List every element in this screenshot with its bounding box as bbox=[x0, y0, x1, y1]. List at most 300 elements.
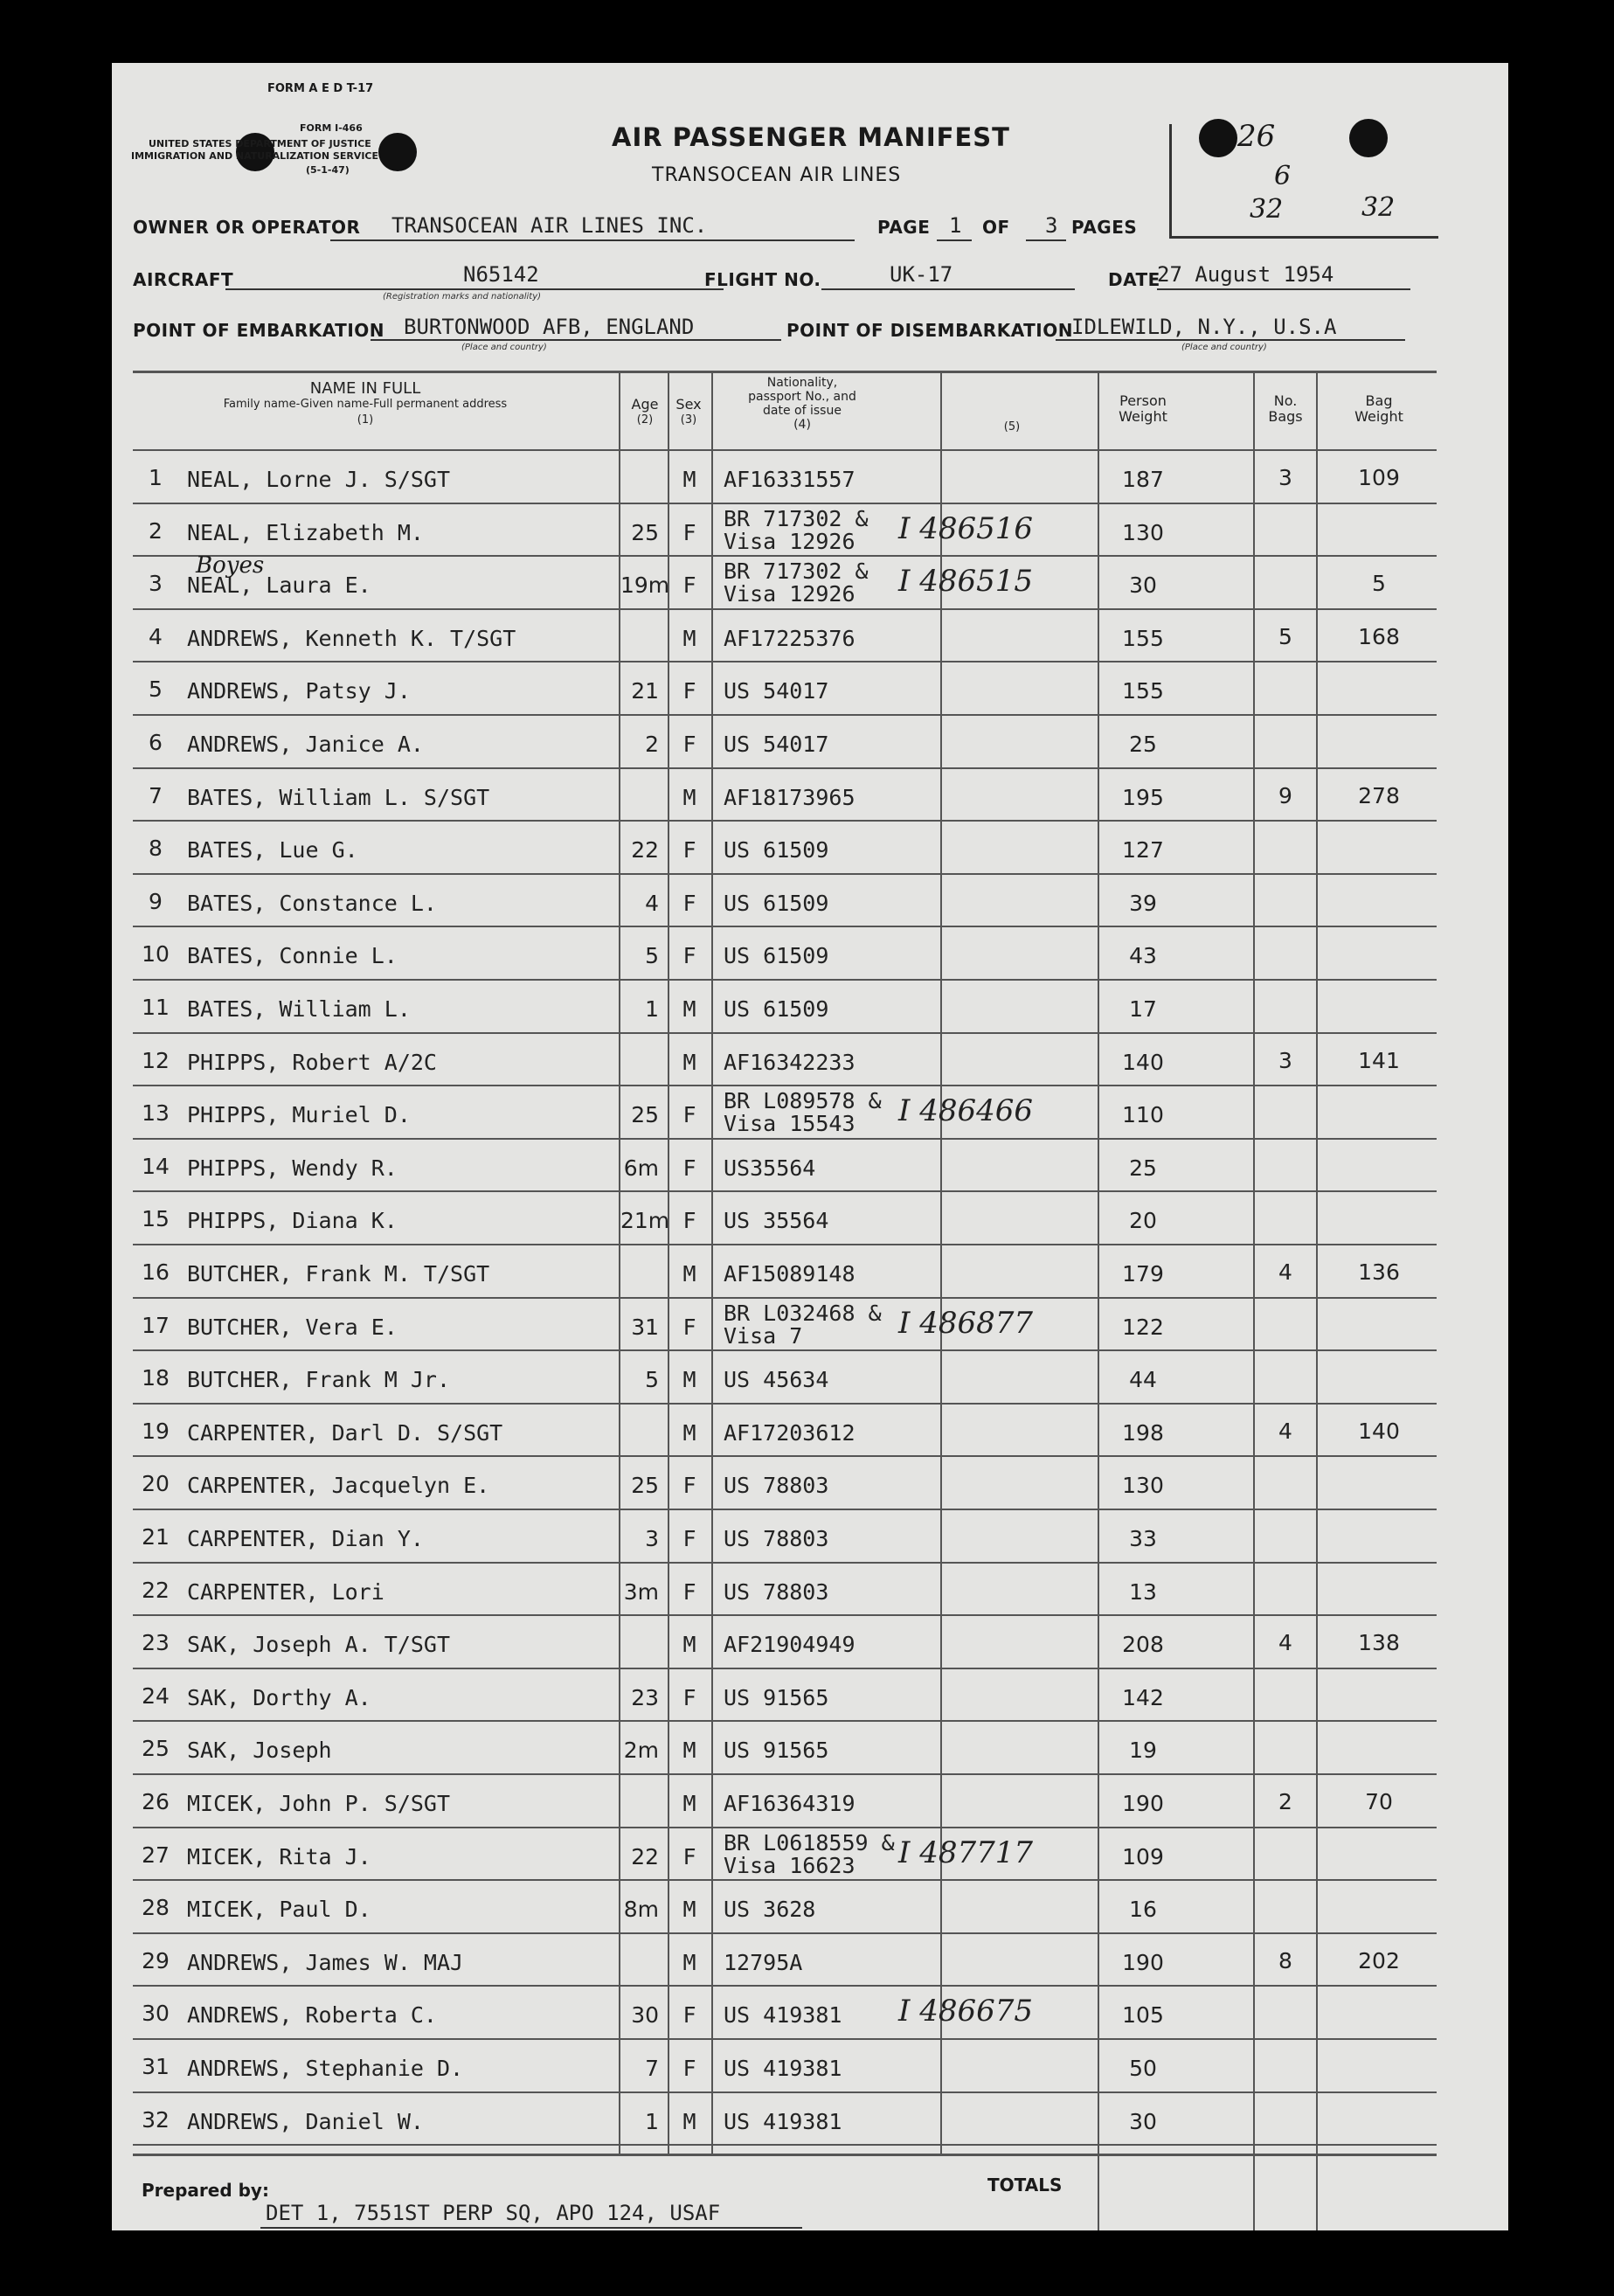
passport-line1: BR 717302 & bbox=[724, 558, 869, 585]
row-number: 21 bbox=[142, 1524, 170, 1550]
page-title: AIR PASSENGER MANIFEST bbox=[612, 122, 1010, 152]
person-weight: 20 bbox=[1129, 1208, 1157, 1234]
passenger-name: PHIPPS, Robert A/2C bbox=[187, 1049, 437, 1075]
person-weight: 33 bbox=[1129, 1526, 1157, 1551]
passenger-name: ANDREWS, James W. MAJ bbox=[187, 1949, 464, 1975]
passport-line1: US 78803 bbox=[724, 1578, 829, 1605]
passenger-age: 31 bbox=[631, 1314, 659, 1340]
row-number: 19 bbox=[142, 1418, 170, 1444]
passenger-name: ANDREWS, Janice A. bbox=[187, 732, 424, 757]
person-weight: 198 bbox=[1122, 1419, 1164, 1446]
passport-line1: US 45634 bbox=[724, 1367, 829, 1393]
row-rule bbox=[133, 1614, 1437, 1616]
person-weight: 195 bbox=[1122, 784, 1164, 810]
passport-line1: 12795A bbox=[724, 1949, 803, 1975]
form-i466: FORM I-466 bbox=[300, 122, 363, 134]
passport-line1: US 35564 bbox=[724, 1208, 829, 1234]
col-name-header bbox=[164, 381, 566, 428]
person-weight: 122 bbox=[1122, 1314, 1164, 1340]
col-age-num: (2) bbox=[636, 413, 654, 427]
disembark-label: POINT OF DISEMBARKATION bbox=[786, 320, 1073, 341]
passport-line1: AF18173965 bbox=[724, 784, 855, 810]
passenger-age: 3 bbox=[645, 1526, 659, 1551]
passenger-age: 3m bbox=[623, 1578, 659, 1605]
passenger-name: MICEK, Rita J. bbox=[187, 1843, 371, 1869]
row-number: 28 bbox=[142, 1895, 170, 1921]
row3-annotation: Boyes bbox=[196, 552, 265, 579]
embark-caption: (Place and country) bbox=[461, 343, 547, 352]
passenger-sex: F bbox=[682, 943, 696, 969]
col-name-num: (1) bbox=[357, 413, 374, 427]
row-number: 11 bbox=[142, 995, 170, 1020]
person-weight: 16 bbox=[1129, 1897, 1157, 1923]
row-rule bbox=[133, 767, 1437, 769]
alien-reg-number: I 487717 bbox=[898, 1835, 1034, 1870]
row-number: 31 bbox=[142, 2054, 170, 2079]
passenger-name: BATES, William L. bbox=[187, 996, 411, 1022]
bag-count: 9 bbox=[1278, 782, 1292, 808]
row-number: 9 bbox=[149, 888, 163, 914]
form-date: (5-1-47) bbox=[306, 164, 350, 176]
passenger-name: NEAL, Laura E. bbox=[187, 572, 371, 599]
passenger-name: MICEK, Paul D. bbox=[187, 1897, 371, 1923]
passenger-sex: M bbox=[682, 2108, 696, 2134]
passport-line1: AF16364319 bbox=[724, 1791, 855, 1816]
col-weight-l1: Person bbox=[1119, 392, 1167, 409]
passenger-name: ANDREWS, Patsy J. bbox=[187, 678, 411, 704]
passenger-sex: F bbox=[682, 1155, 696, 1181]
disembark-value: IDLEWILD, N.Y., U.S.A bbox=[1071, 315, 1337, 339]
row-rule bbox=[133, 1455, 1437, 1457]
person-weight: 130 bbox=[1122, 519, 1164, 545]
passport-line2: Visa 15543 bbox=[724, 1111, 855, 1137]
passenger-name: NEAL, Elizabeth M. bbox=[187, 519, 424, 545]
row-rule bbox=[133, 1509, 1437, 1510]
pages-underline bbox=[1026, 239, 1066, 241]
person-weight: 30 bbox=[1129, 572, 1157, 599]
alien-reg-number: I 486516 bbox=[898, 510, 1034, 546]
passenger-sex: M bbox=[682, 625, 696, 651]
row-number: 24 bbox=[142, 1682, 170, 1709]
passport-line1: AF15089148 bbox=[724, 1261, 855, 1287]
passenger-sex: M bbox=[682, 784, 696, 810]
pages-label: PAGES bbox=[1071, 217, 1138, 238]
passenger-sex: F bbox=[682, 572, 696, 599]
row-number: 15 bbox=[142, 1206, 170, 1232]
passenger-age: 8m bbox=[623, 1897, 659, 1923]
passenger-name: SAK, Dorthy A. bbox=[187, 1684, 371, 1710]
col-age-title: Age bbox=[631, 396, 659, 413]
passport-line1: AF21904949 bbox=[724, 1632, 855, 1658]
row-number: 23 bbox=[142, 1630, 170, 1656]
passenger-name: PHIPPS, Diana K. bbox=[187, 1208, 398, 1234]
col-bags-l2: Bags bbox=[1268, 408, 1303, 425]
row-number: 32 bbox=[142, 2106, 170, 2133]
passenger-sex: M bbox=[682, 1791, 696, 1816]
bag-weight: 136 bbox=[1358, 1259, 1400, 1285]
passenger-name: NEAL, Lorne J. S/SGT bbox=[187, 467, 451, 492]
of-label: OF bbox=[982, 217, 1010, 238]
passenger-sex: M bbox=[682, 1261, 696, 1287]
passport-line1: US 78803 bbox=[724, 1526, 829, 1551]
agency-line1: UNITED STATES DEPARTMENT OF JUSTICE bbox=[149, 138, 371, 149]
passenger-name: BATES, Connie L. bbox=[187, 943, 398, 969]
passport-line1: AF17225376 bbox=[724, 625, 855, 651]
bag-weight: 109 bbox=[1358, 465, 1400, 490]
passenger-sex: M bbox=[682, 467, 696, 492]
passenger-name: SAK, Joseph A. T/SGT bbox=[187, 1632, 451, 1658]
person-weight: 190 bbox=[1122, 1949, 1164, 1975]
row-number: 5 bbox=[149, 676, 163, 703]
passport-line1: US 61509 bbox=[724, 837, 829, 864]
prepared-label: Prepared by: bbox=[142, 2180, 269, 2201]
row-rule bbox=[133, 2144, 1437, 2146]
passport-line1: BR L0618559 & bbox=[724, 1829, 895, 1856]
bag-count: 4 bbox=[1278, 1418, 1292, 1444]
passenger-sex: M bbox=[682, 996, 696, 1022]
column-rule bbox=[668, 371, 669, 2154]
owner-value: TRANSOCEAN AIR LINES INC. bbox=[391, 213, 708, 238]
row-number: 29 bbox=[142, 1947, 170, 1973]
col-bagw-l2: Weight bbox=[1354, 408, 1403, 425]
person-weight: 13 bbox=[1129, 1578, 1157, 1605]
punch-hole bbox=[378, 133, 417, 171]
passenger-sex: M bbox=[682, 1632, 696, 1658]
row-number: 17 bbox=[142, 1312, 170, 1338]
col-weight-l2: Weight bbox=[1119, 408, 1167, 425]
row-rule bbox=[133, 1190, 1437, 1192]
passport-line1: US 61509 bbox=[724, 996, 829, 1022]
row-rule bbox=[133, 1244, 1437, 1245]
passenger-sex: F bbox=[682, 2056, 696, 2081]
passenger-age: 1 bbox=[645, 2108, 659, 2134]
passport-line2: Visa 7 bbox=[724, 1322, 803, 1349]
bag-weight: 141 bbox=[1358, 1047, 1400, 1073]
row-number: 3 bbox=[149, 571, 163, 597]
passenger-sex: M bbox=[682, 1738, 696, 1764]
person-weight: 17 bbox=[1129, 996, 1157, 1022]
row-rule bbox=[133, 979, 1437, 981]
passenger-name: BUTCHER, Vera E. bbox=[187, 1314, 398, 1340]
row-number: 25 bbox=[142, 1736, 170, 1762]
passenger-age: 23 bbox=[631, 1684, 659, 1710]
passenger-age: 21m bbox=[620, 1208, 670, 1234]
col-sex-header bbox=[671, 397, 706, 428]
passenger-age: 4 bbox=[645, 890, 659, 916]
corner-note-c: 32 bbox=[1250, 194, 1284, 225]
passport-line1: AF17203612 bbox=[724, 1419, 855, 1446]
bag-count: 4 bbox=[1278, 1259, 1292, 1285]
col-sex-title: Sex bbox=[675, 396, 702, 413]
passport-line1: US 419381 bbox=[724, 2108, 842, 2134]
col-bagw-l1: Bag bbox=[1365, 392, 1393, 409]
col-name-sub: Family name-Given name-Full permanent address bbox=[223, 398, 508, 411]
passport-line1: US35564 bbox=[724, 1155, 816, 1181]
row-number: 18 bbox=[142, 1365, 170, 1391]
passenger-sex: M bbox=[682, 1949, 696, 1975]
person-weight: 155 bbox=[1122, 625, 1164, 651]
passenger-name: MICEK, John P. S/SGT bbox=[187, 1791, 451, 1816]
passenger-name: BATES, Constance L. bbox=[187, 890, 437, 916]
alien-reg-number: I 486675 bbox=[898, 1994, 1034, 2029]
passport-line1: US 54017 bbox=[724, 678, 829, 704]
col-weight-header bbox=[1099, 393, 1187, 425]
col-age-header bbox=[627, 397, 662, 428]
passport-line1: US 419381 bbox=[724, 2056, 842, 2081]
row-rule bbox=[133, 661, 1437, 662]
header-bottom-rule bbox=[133, 449, 1437, 451]
row-rule bbox=[133, 1297, 1437, 1299]
passport-line1: AF16331557 bbox=[724, 467, 855, 492]
passenger-sex: F bbox=[682, 1102, 696, 1128]
table-top-rule bbox=[133, 371, 1437, 373]
passenger-sex: F bbox=[682, 732, 696, 757]
row-number: 2 bbox=[149, 517, 163, 544]
col-nat-l3: date of issue bbox=[763, 404, 842, 418]
passenger-sex: F bbox=[682, 1578, 696, 1605]
flight-value: UK-17 bbox=[890, 262, 953, 287]
passport-line1: AF16342233 bbox=[724, 1049, 855, 1075]
totals-label: TOTALS bbox=[987, 2175, 1063, 2195]
row-rule bbox=[133, 608, 1437, 610]
row-number: 27 bbox=[142, 1842, 170, 1868]
person-weight: 155 bbox=[1122, 678, 1164, 704]
col-bagw-header bbox=[1344, 393, 1414, 425]
corner-note-a: 26 bbox=[1237, 119, 1276, 154]
col-nat-header bbox=[715, 376, 890, 432]
col-nat-num: (4) bbox=[793, 418, 811, 432]
person-weight: 208 bbox=[1122, 1632, 1164, 1658]
alien-reg-number: I 486515 bbox=[898, 564, 1034, 600]
bag-weight: 140 bbox=[1358, 1418, 1400, 1444]
passenger-age: 1 bbox=[645, 996, 659, 1022]
person-weight: 25 bbox=[1129, 1155, 1157, 1181]
date-value: 27 August 1954 bbox=[1157, 262, 1334, 287]
passenger-name: PHIPPS, Muriel D. bbox=[187, 1102, 411, 1128]
passenger-age: 2 bbox=[645, 732, 659, 757]
row-rule bbox=[133, 503, 1437, 504]
manifest-page bbox=[112, 63, 1508, 2230]
passenger-name: BUTCHER, Frank M Jr. bbox=[187, 1367, 451, 1393]
passenger-age: 25 bbox=[631, 1102, 659, 1128]
passenger-sex: F bbox=[682, 1684, 696, 1710]
col-bags-header bbox=[1255, 393, 1316, 425]
row-rule bbox=[133, 1138, 1437, 1140]
aircraft-underline bbox=[225, 288, 724, 290]
passenger-age: 22 bbox=[631, 837, 659, 864]
aircraft-value: N65142 bbox=[463, 262, 539, 287]
bag-count: 5 bbox=[1278, 623, 1292, 649]
col-nat-l1: Nationality, bbox=[766, 376, 838, 390]
passenger-name: ANDREWS, Roberta C. bbox=[187, 2002, 437, 2029]
passenger-age: 2m bbox=[623, 1738, 659, 1764]
passport-line1: US 61509 bbox=[724, 890, 829, 916]
col-5-header bbox=[942, 420, 1082, 435]
passenger-sex: F bbox=[682, 1473, 696, 1499]
passport-line1: US 3628 bbox=[724, 1897, 816, 1923]
row-number: 1 bbox=[149, 465, 163, 490]
column-rule bbox=[940, 371, 942, 2154]
page-underline bbox=[937, 239, 972, 241]
passenger-age: 5 bbox=[645, 1367, 659, 1393]
row-number: 7 bbox=[149, 782, 163, 808]
row-rule bbox=[133, 1879, 1437, 1881]
prepared-by: DET 1, 7551ST PERP SQ, APO 124, USAF bbox=[266, 2201, 721, 2225]
row-rule bbox=[133, 1720, 1437, 1722]
bag-count: 8 bbox=[1278, 1947, 1292, 1973]
bag-weight: 5 bbox=[1372, 571, 1386, 597]
page-value: 1 bbox=[949, 213, 962, 238]
passport-line1: US 419381 bbox=[724, 2002, 842, 2029]
passport-line1: US 54017 bbox=[724, 732, 829, 757]
row-rule bbox=[133, 1085, 1437, 1086]
bag-count: 2 bbox=[1278, 1789, 1292, 1814]
passport-line1: US 78803 bbox=[724, 1473, 829, 1499]
row-rule bbox=[133, 1562, 1437, 1564]
passenger-name: CARPENTER, Dian Y. bbox=[187, 1526, 424, 1551]
row-number: 16 bbox=[142, 1259, 170, 1285]
person-weight: 127 bbox=[1122, 837, 1164, 864]
row-number: 13 bbox=[142, 1100, 170, 1127]
flight-underline bbox=[821, 288, 1075, 290]
passport-line2: Visa 12926 bbox=[724, 581, 855, 607]
person-weight: 110 bbox=[1122, 1102, 1164, 1128]
passenger-name: BATES, William L. S/SGT bbox=[187, 784, 490, 810]
person-weight: 105 bbox=[1122, 2002, 1164, 2029]
bag-weight: 70 bbox=[1365, 1789, 1393, 1814]
embark-underline bbox=[371, 339, 781, 341]
row-number: 4 bbox=[149, 623, 163, 649]
passenger-age: 19m bbox=[620, 572, 670, 599]
row-number: 6 bbox=[149, 730, 163, 755]
person-weight: 142 bbox=[1122, 1684, 1164, 1710]
passenger-name: ANDREWS, Kenneth K. T/SGT bbox=[187, 625, 516, 651]
col-sex-num: (3) bbox=[680, 413, 697, 427]
col-name-title: NAME IN FULL bbox=[309, 379, 421, 398]
row-number: 12 bbox=[142, 1047, 170, 1073]
person-weight: 130 bbox=[1122, 1473, 1164, 1499]
passenger-sex: M bbox=[682, 1419, 696, 1446]
passenger-sex: F bbox=[682, 1208, 696, 1234]
row-rule bbox=[133, 1932, 1437, 1934]
person-weight: 30 bbox=[1129, 2108, 1157, 2134]
passenger-sex: F bbox=[682, 1843, 696, 1869]
embark-label: POINT OF EMBARKATION bbox=[133, 320, 385, 341]
passenger-age: 25 bbox=[631, 519, 659, 545]
passenger-name: BATES, Lue G. bbox=[187, 837, 358, 864]
passport-line1: US 61509 bbox=[724, 943, 829, 969]
bag-weight: 278 bbox=[1358, 782, 1400, 808]
passenger-age: 5 bbox=[645, 943, 659, 969]
row-rule bbox=[133, 1985, 1437, 1987]
passenger-sex: F bbox=[682, 890, 696, 916]
bag-weight: 202 bbox=[1358, 1947, 1400, 1973]
person-weight: 187 bbox=[1122, 467, 1164, 492]
row-number: 14 bbox=[142, 1153, 170, 1179]
pages-value: 3 bbox=[1045, 213, 1058, 238]
passenger-sex: M bbox=[682, 1897, 696, 1923]
row-rule bbox=[133, 555, 1437, 557]
bag-count: 3 bbox=[1278, 465, 1292, 490]
passenger-sex: F bbox=[682, 678, 696, 704]
row-number: 20 bbox=[142, 1471, 170, 1497]
aircraft-label: AIRCRAFT bbox=[133, 269, 234, 290]
corner-note-d: 32 bbox=[1361, 192, 1396, 223]
row-number: 8 bbox=[149, 836, 163, 862]
passenger-name: CARPENTER, Lori bbox=[187, 1578, 384, 1605]
passenger-name: BUTCHER, Frank M. T/SGT bbox=[187, 1261, 490, 1287]
person-weight: 25 bbox=[1129, 732, 1157, 757]
row-rule bbox=[133, 926, 1437, 927]
passport-line1: BR 717302 & bbox=[724, 505, 869, 531]
row-number: 30 bbox=[142, 2001, 170, 2027]
row-number: 10 bbox=[142, 941, 170, 968]
row-rule bbox=[133, 2038, 1437, 2040]
owner-label: OWNER OR OPERATOR bbox=[133, 217, 361, 238]
person-weight: 19 bbox=[1129, 1738, 1157, 1764]
row-rule bbox=[133, 1668, 1437, 1669]
bag-count: 4 bbox=[1278, 1630, 1292, 1656]
row-rule bbox=[133, 820, 1437, 822]
alien-reg-number: I 486877 bbox=[898, 1305, 1034, 1341]
passport-line1: BR L089578 & bbox=[724, 1088, 882, 1114]
passenger-sex: F bbox=[682, 2002, 696, 2029]
passenger-sex: M bbox=[682, 1367, 696, 1393]
person-weight: 190 bbox=[1122, 1791, 1164, 1816]
col-5-num: (5) bbox=[1003, 420, 1021, 434]
date-label: DATE bbox=[1108, 269, 1160, 290]
passenger-name: ANDREWS, Stephanie D. bbox=[187, 2056, 464, 2081]
passenger-sex: F bbox=[682, 1314, 696, 1340]
column-rule bbox=[1316, 371, 1318, 2230]
disembark-caption: (Place and country) bbox=[1181, 343, 1267, 352]
row-rule bbox=[133, 714, 1437, 716]
row-number: 26 bbox=[142, 1789, 170, 1814]
embark-value: BURTONWOOD AFB, ENGLAND bbox=[404, 315, 695, 339]
flight-label: FLIGHT NO. bbox=[704, 269, 821, 290]
bag-count: 3 bbox=[1278, 1047, 1292, 1073]
person-weight: 43 bbox=[1129, 943, 1157, 969]
person-weight: 39 bbox=[1129, 890, 1157, 916]
passport-line2: Visa 16623 bbox=[724, 1852, 855, 1878]
person-weight: 179 bbox=[1122, 1261, 1164, 1287]
row-rule bbox=[133, 1349, 1437, 1351]
person-weight: 50 bbox=[1129, 2056, 1157, 2081]
passenger-name: SAK, Joseph bbox=[187, 1738, 332, 1764]
owner-underline bbox=[330, 239, 855, 241]
passport-line1: BR L032468 & bbox=[724, 1300, 882, 1326]
column-rule bbox=[711, 371, 713, 2154]
row-rule bbox=[133, 1032, 1437, 1034]
row-number: 22 bbox=[142, 1577, 170, 1603]
prepared-underline bbox=[260, 2227, 802, 2229]
passport-line1: US 91565 bbox=[724, 1684, 829, 1710]
passenger-name: ANDREWS, Daniel W. bbox=[187, 2108, 424, 2134]
passenger-sex: M bbox=[682, 1049, 696, 1075]
person-weight: 140 bbox=[1122, 1049, 1164, 1075]
row-rule bbox=[133, 873, 1437, 875]
totals-top-rule bbox=[133, 2154, 1437, 2156]
column-rule bbox=[619, 371, 620, 2154]
page-label: PAGE bbox=[877, 217, 931, 238]
passenger-name: CARPENTER, Jacquelyn E. bbox=[187, 1473, 490, 1499]
row-rule bbox=[133, 2091, 1437, 2093]
date-underline bbox=[1157, 288, 1410, 290]
passenger-sex: F bbox=[682, 519, 696, 545]
row-rule bbox=[133, 1773, 1437, 1775]
passenger-age: 30 bbox=[631, 2002, 659, 2029]
passenger-age: 7 bbox=[645, 2056, 659, 2081]
